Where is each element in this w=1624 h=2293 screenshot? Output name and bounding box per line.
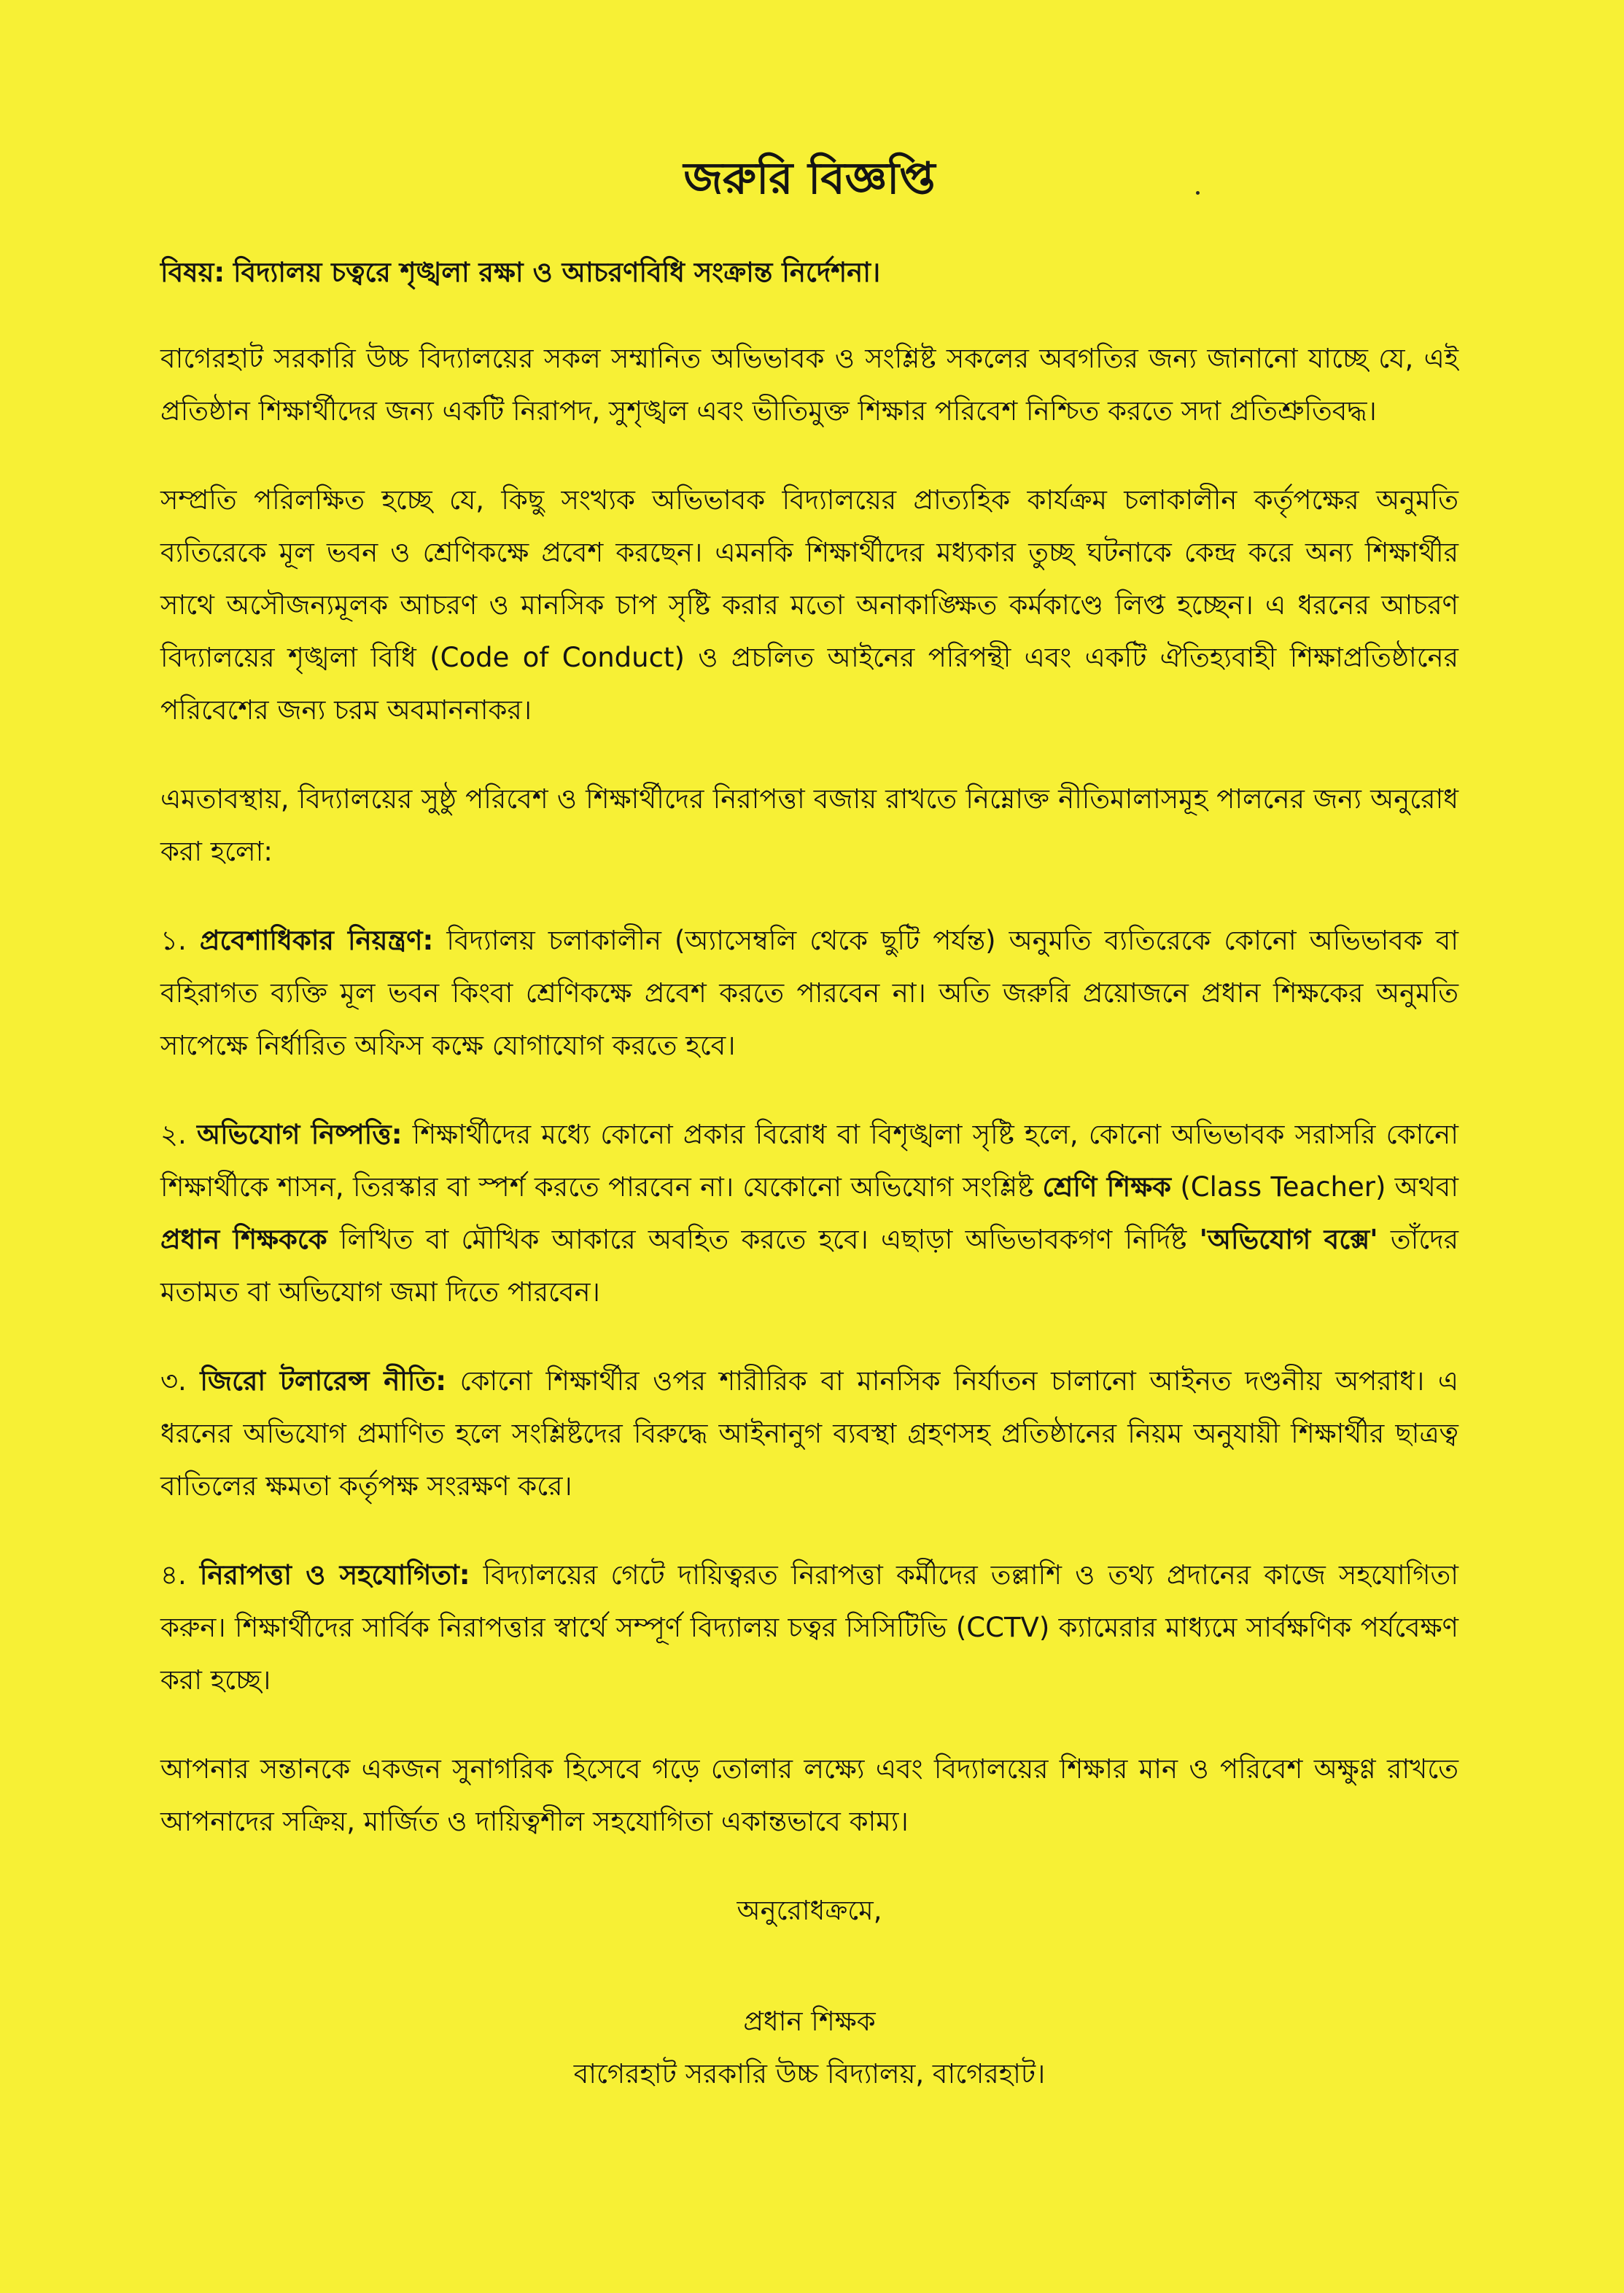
rule-1-paragraph (160, 915, 1458, 1072)
subject-text: বিদ্যালয় চত্বরে শৃঙ্খলা রক্ষা ও আচরণবিধি সংক্রান্ত নির্দেশনা। (233, 257, 881, 288)
speck-mark (1196, 191, 1200, 195)
notice-title: জরুরি বিজ্ঞপ্তি (683, 153, 936, 204)
rule-3-number: ৩. (160, 1365, 187, 1397)
rule-2-paragraph (160, 1109, 1458, 1319)
rule-1-text: বিদ্যালয় চলাকালীন (অ্যাসেম্বলি থেকে ছুটি পর্যন্ত) অনুমতি ব্যতিরেকে কোনো অভিভাবক বা বহিরাগত ব্যক্তি মূল ভবন কিংবা শ্রেণিকক্ষে প্রবেশ করতে পারবেন না। অতি জরুরি প্রয়োজনে প্রধান শিক্ষকের অনুমতি সাপেক্ষে নির্ধারিত অফিস কক্ষে যোগাযোগ করতে হবে। (160, 925, 1459, 1061)
intro-paragraph: বাগেরহাট সরকারি উচ্চ বিদ্যালয়ের সকল সম্মানিত অভিভাবক ও সংশ্লিষ্ট সকলের অবগতির জন্য জানানো যাচ্ছে যে, এই প্রতিষ্ঠান শিক্ষার্থীদের জন্য একটি নিরাপদ, সুশৃঙ্খল এবং ভীতিমুক্ত শিক্ষার পরিবেশ নিশ্চিত করতে সদা প্রতিশ্রুতিবদ্ধ। (160, 343, 1458, 427)
rule-1-heading: প্রবেশাধিকার নিয়ন্ত্রণ: (199, 925, 434, 956)
rule-2-text-c: লিখিত বা মৌখিক আকারে অবহিত করতে হবে। এছাড়া অভিভাবকগণ নির্দিষ্ট (339, 1224, 1187, 1255)
rule-4-heading: নিরাপত্তা ও সহযোগিতা: (199, 1559, 470, 1591)
rule-4-paragraph (160, 1549, 1458, 1707)
rule-2-complaint-box: 'অভিযোগ বক্সে' (1199, 1224, 1378, 1255)
closing-regards: অনুরোধক্রমে, (737, 1895, 882, 1926)
rule-4-number: ৪. (160, 1559, 187, 1591)
conclusion-paragraph: আপনার সন্তানকে একজন সুনাগরিক হিসেবে গড়ে তোলার লক্ষ্যে এবং বিদ্যালয়ের শিক্ষার মান ও পরিবেশ অক্ষুণ্ণ রাখতে আপনাদের সক্রিয়, মার্জিত ও দায়িত্বশীল সহযোগিতা একান্তভাবে কাম্য। (160, 1753, 1458, 1837)
rule-3-heading: জিরো টলারেন্স নীতি: (200, 1365, 447, 1397)
rule-2-number: ২. (160, 1119, 187, 1150)
rule-2-text-b: (Class Teacher) অথবা (1180, 1171, 1459, 1203)
signatory-title: প্রধান শিক্ষক (743, 2006, 876, 2037)
rule-2-class-teacher: শ্রেণি শিক্ষক (1042, 1171, 1172, 1203)
institution-name: বাগেরহাট সরকারি উচ্চ বিদ্যালয়, বাগেরহাট। (573, 2058, 1046, 2090)
rule-1-number: ১. (160, 925, 187, 956)
subject-label: বিষয়: (160, 257, 225, 288)
notice-subject (160, 248, 1458, 298)
rule-3-paragraph (160, 1355, 1458, 1513)
request-paragraph: এমতাবস্থায়, বিদ্যালয়ের সুষ্ঠু পরিবেশ ও শিক্ষার্থীদের নিরাপত্তা বজায় রাখতে নিম্নোক্ত নীতিমালাসমূহ পালনের জন্য অনুরোধ করা হলো: (160, 783, 1458, 867)
rule-2-text-d: তাঁদের মতামত বা অভিযোগ জমা দিতে পারবেন। (160, 1224, 1459, 1308)
rule-2-head-teacher: প্রধান শিক্ষককে (160, 1224, 327, 1255)
rule-3-text: কোনো শিক্ষার্থীর ওপর শারীরিক বা মানসিক নির্যাতন চালানো আইনত দণ্ডনীয় অপরাধ। এ ধরনের অভিযোগ প্রমাণিত হলে সংশ্লিষ্টদের বিরুদ্ধে আইনানুগ ব্যবস্থা গ্রহণসহ প্রতিষ্ঠানের নিয়ম অনুযায়ী শিক্ষার্থীর ছাত্রত্ব বাতিলের ক্ষমতা কর্তৃপক্ষ সংরক্ষণ করে। (160, 1365, 1458, 1502)
notice-document (160, 109, 1458, 2268)
rule-2-heading: অভিযোগ নিষ্পত্তি: (197, 1119, 403, 1150)
rule-2-text-a: শিক্ষার্থীদের মধ্যে কোনো প্রকার বিরোধ বা বিশৃঙ্খলা সৃষ্টি হলে, কোনো অভিভাবক সরাসরি কোনো শিক্ষার্থীকে শাসন, তিরস্কার বা স্পর্শ করতে পারবেন না। যেকোনো অভিযোগ সংশ্লিষ্ট (160, 1119, 1458, 1203)
context-paragraph: সম্প্রতি পরিলক্ষিত হচ্ছে যে, কিছু সংখ্যক অভিভাবক বিদ্যালয়ের প্রাত্যহিক কার্যক্রম চলাকালীন কর্তৃপক্ষের অনুমতি ব্যতিরেকে মূল ভবন ও শ্রেণিকক্ষে প্রবেশ করছেন। এমনকি শিক্ষার্থীদের মধ্যকার তুচ্ছ ঘটনাকে কেন্দ্র করে অন্য শিক্ষার্থীর সাথে অসৌজন্যমূলক আচরণ ও মানসিক চাপ সৃষ্টি করার মতো অনাকাঙ্ক্ষিত কর্মকাণ্ডে লিপ্ত হচ্ছেন। এ ধরনের আচরণ বিদ্যালয়ের শৃঙ্খলা বিধি (Code of Conduct) ও প্রচলিত আইনের পরিপন্থী এবং একটি ঐতিহ্যবাহী শিক্ষাপ্রতিষ্ঠানের পরিবেশের জন্য চরম অবমাননাকর। (160, 484, 1458, 726)
rule-4-text: বিদ্যালয়ের গেটে দায়িত্বরত নিরাপত্তা কর্মীদের তল্লাশি ও তথ্য প্রদানের কাজে সহযোগিতা করুন। শিক্ষার্থীদের সার্বিক নিরাপত্তার স্বার্থে সম্পূর্ণ বিদ্যালয় চত্বর সিসিটিভি (CCTV) ক্যামেরার মাধ্যমে সার্বক্ষণিক পর্যবেক্ষণ করা হচ্ছে। (160, 1559, 1459, 1696)
